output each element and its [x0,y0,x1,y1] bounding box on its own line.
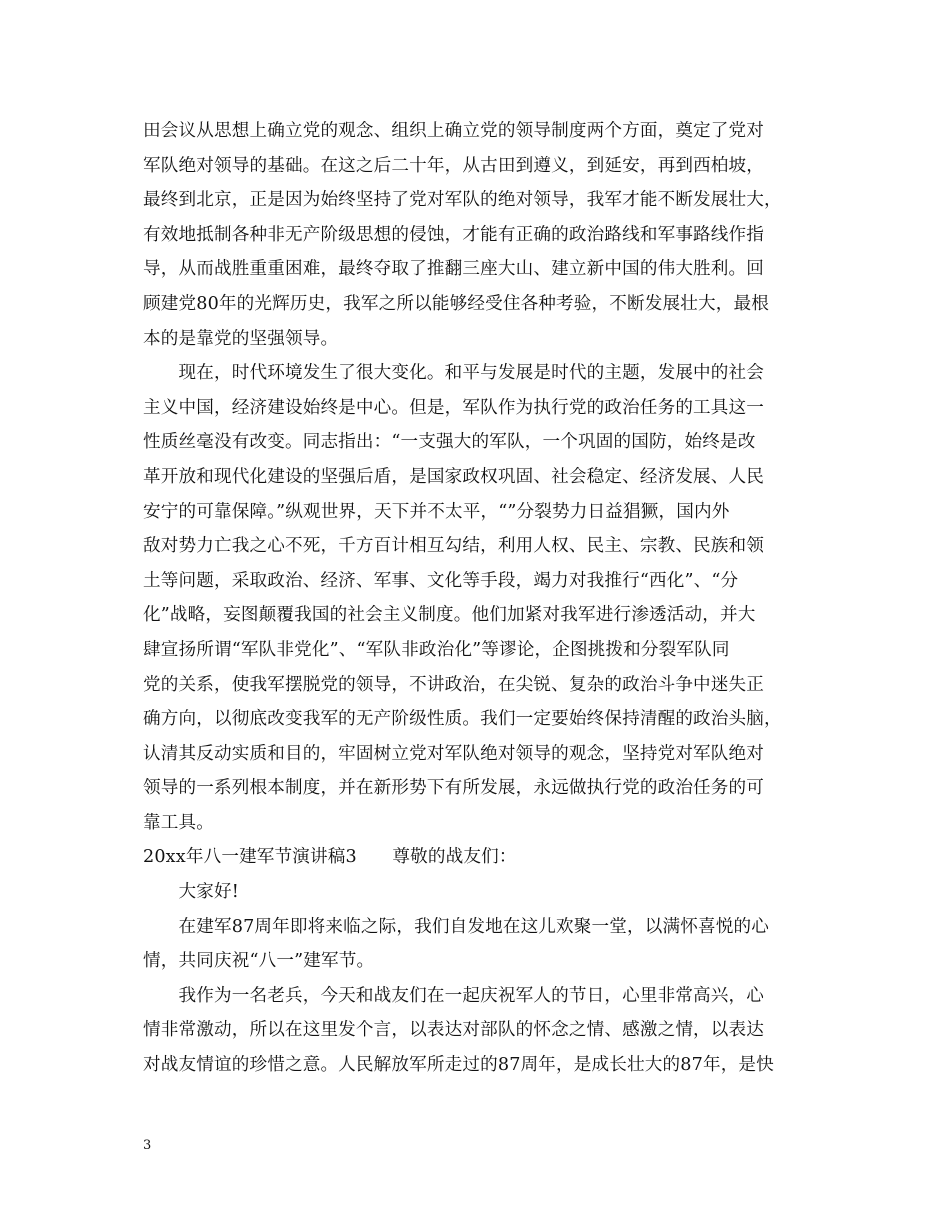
text-line: 田会议从思想上确立党的观念、组织上确立党的领导制度两个方面，奠定了党对 [143,121,765,141]
text-line: 认清其反动实质和目的，牢固树立党对军队绝对领导的观念，坚持党对军队绝对 [143,743,765,764]
text-line: 导，从而战胜重重困难，最终夺取了推翻三座大山、建立新中国的伟大胜利。回 [143,259,765,280]
text-line: 军队绝对领导的基础。在这之后二十年，从古田到遵义，到延安，再到西柏坡， [143,155,765,176]
text-line: 革开放和现代化建设的坚强后盾，是国家政权巩固、社会稳定、经济发展、人民 [143,466,765,487]
text-line: 本的是靠党的坚强领导。 [143,328,339,349]
text-line: 顾建党80年的光辉历史，我军之所以能够经受住各种考验，不断发展壮大，最根 [143,293,769,314]
text-line: 情非常激动，所以在这里发个言，以表达对部队的怀念之情、感激之情，以表达 [143,1020,765,1041]
text-line: 肆宣扬所谓“军队非党化”、“军队非政治化”等谬论，企图挑拨和分裂军队同 [143,639,730,660]
text-line: 在建军87周年即将来临之际，我们自发地在这儿欢聚一堂，以满怀喜悦的心 [143,916,769,937]
text-line: 安宁的可靠保障。”纵观世界，天下并不太平，“”分裂势力日益猖獗，国内外 [143,501,730,522]
text-line: 领导的一系列根本制度，并在新形势下有所发展，永远做执行党的政治任务的可 [143,778,765,799]
text-line: 主义中国，经济建设始终是中心。但是，军队作为执行党的政治任务的工具这一 [143,397,765,418]
text-line: 最终到北京，正是因为始终坚持了党对军队的绝对领导，我军才能不断发展壮大， [143,190,782,211]
text-line: 现在，时代环境发生了很大变化。和平与发展是时代的主题，发展中的社会 [143,363,765,384]
section-heading-line: 20xx年八一建军节演讲稿3 尊敬的战友们： [143,847,517,868]
text-line: 敌对势力亡我之心不死，千方百计相互勾结，利用人权、民主、宗教、民族和领 [143,536,765,557]
text-line: 确方向，以彻底改变我军的无产阶级性质。我们一定要始终保持清醒的政治头脑， [143,709,782,730]
text-line: 对战友情谊的珍惜之意。人民解放军所走过的87周年，是成长壮大的87年，是快 [143,1055,774,1076]
text-line: 党的关系，使我军摆脱党的领导，不讲政治，在尖锐、复杂的政治斗争中迷失正 [143,674,765,695]
text-line: 情，共同庆祝“八一”建军节。 [143,951,375,972]
text-line: 化”战略，妄图颠覆我国的社会主义制度。他们加紧对我军进行渗透活动，并大 [143,605,756,626]
text-line: 性质丝毫没有改变。同志指出：“一支强大的军队，一个巩固的国防，始终是改 [143,432,756,453]
text-line: 我作为一名老兵，今天和战友们在一起庆祝军人的节日，心里非常高兴，心 [143,985,765,1006]
text-line: 有效地抵制各种非无产阶级思想的侵蚀，才能有正确的政治路线和军事路线作指 [143,224,765,245]
body-text [143,114,823,1083]
text-line: 靠工具。 [143,812,214,833]
text-line: 大家好! [143,882,239,903]
text-line: 土等问题，采取政治、经济、军事、文化等手段，竭力对我推行“西化”、“分 [143,570,739,591]
page-number: 3 [143,1138,152,1153]
